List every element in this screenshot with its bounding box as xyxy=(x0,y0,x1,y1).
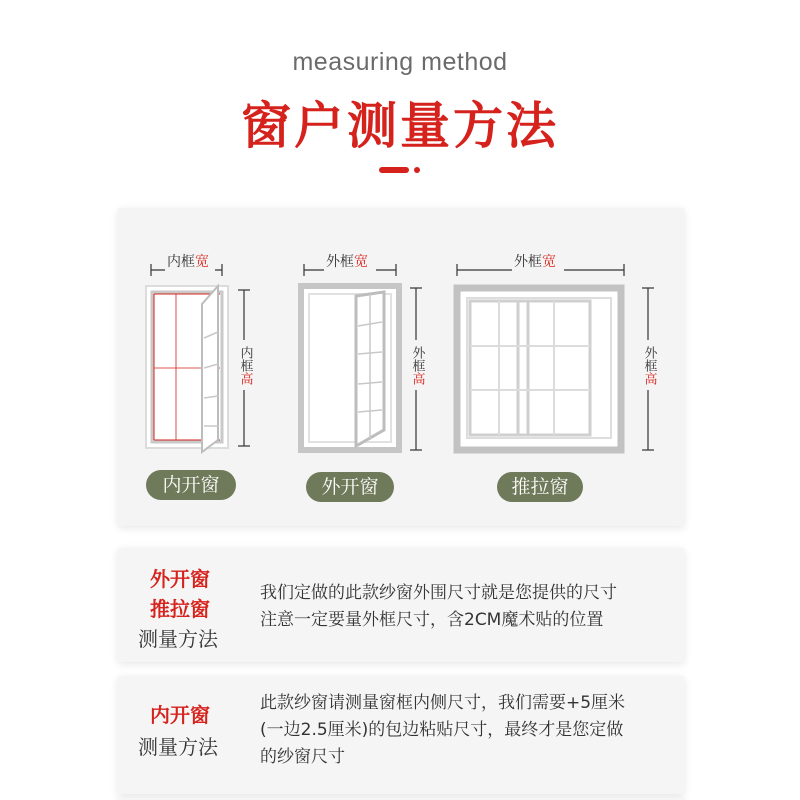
svg-text:内框高 xyxy=(238,345,254,385)
inward-height-label: 内框 xyxy=(237,346,253,372)
outward-window-badge: 外开窗 xyxy=(306,472,394,502)
sliding-label: 推拉窗 xyxy=(150,597,210,621)
diagram-panel xyxy=(118,208,684,526)
svg-text:内框宽 xyxy=(167,253,209,270)
inward-open-sash xyxy=(202,286,218,452)
inward-window-badge: 内开窗 xyxy=(146,470,236,500)
svg-text:外框宽 xyxy=(514,253,556,270)
sliding-height-label: 外框 xyxy=(641,346,657,372)
inward-method-text-line1: 此款纱窗请测量窗框内侧尺寸，我们需要+5厘米 xyxy=(260,693,626,713)
outward-method-text-line1: 我们定做的此款纱窗外围尺寸就是您提供的尺寸 xyxy=(260,583,617,603)
inward-width-accent: 宽 xyxy=(195,254,209,270)
outward-height-accent: 高 xyxy=(409,372,425,385)
outward-sliding-method-panel xyxy=(118,548,684,662)
outward-height-label: 外框 xyxy=(409,346,425,372)
sliding-width-accent: 宽 xyxy=(542,254,556,270)
inward-method-label: 测量方法 xyxy=(138,735,218,759)
sliding-height-accent: 高 xyxy=(641,372,657,385)
outward-width-accent: 宽 xyxy=(354,254,368,270)
title-dash-decoration xyxy=(379,167,409,173)
outward-label: 外开窗 xyxy=(150,567,210,591)
inward-height-accent: 高 xyxy=(237,372,253,385)
page-title: 窗户测量方法 xyxy=(241,97,559,155)
inward-width-label: 内框 xyxy=(167,254,195,270)
inward-method-panel xyxy=(118,676,684,794)
title-dot-decoration xyxy=(414,167,420,173)
inward-method-text-line3: 的纱窗尺寸 xyxy=(260,747,345,767)
sliding-window-diagram xyxy=(457,252,658,450)
inward-label: 内开窗 xyxy=(150,703,210,727)
svg-text:外框宽 xyxy=(326,253,368,270)
outward-window-diagram xyxy=(301,252,426,450)
page-subtitle: measuring method xyxy=(292,48,508,76)
sliding-width-label: 外框 xyxy=(514,254,542,270)
svg-text:外框高 xyxy=(410,346,426,385)
outward-method-text-line2: 注意一定要量外框尺寸，含2CM魔术贴的位置 xyxy=(260,610,604,630)
outward-width-label: 外框 xyxy=(326,254,354,270)
inward-method-text-line2: (一边2.5厘米)的包边粘贴尺寸，最终才是您定做 xyxy=(260,720,624,740)
outward-method-label: 测量方法 xyxy=(138,627,218,651)
inward-window-diagram xyxy=(146,252,254,452)
svg-text:外框高 xyxy=(642,346,658,385)
sliding-window-badge: 推拉窗 xyxy=(497,472,583,502)
